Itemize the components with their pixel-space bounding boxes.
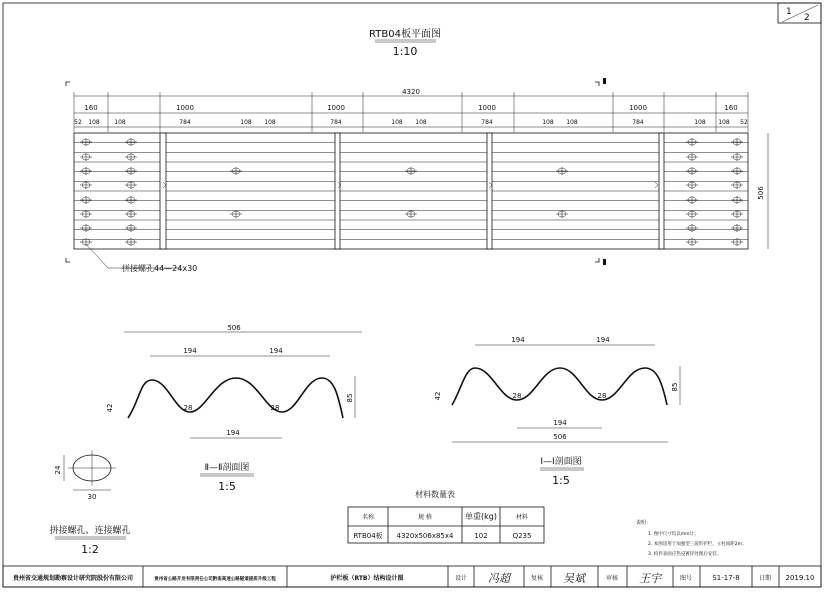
table-title: 材料数量表 [415,490,455,499]
title-block [3,566,821,587]
th-weight: 单重(kg) [465,512,497,521]
sec2-r28a: 28 [183,404,193,412]
dim-sub-15: 52 [740,119,748,126]
dim-top-5: 160 [724,104,738,112]
check-label: 复核 [530,575,544,582]
sec1-title: Ⅰ—Ⅰ剖面图 [540,457,582,467]
sec2-pitch2: 194 [269,347,283,355]
dim-sub-13: 108 [694,119,706,126]
dim-height: 506 [757,186,765,200]
dim-top-0: 160 [84,104,98,112]
figno-label: 图号 [679,575,693,582]
page-number: 1 [786,7,792,17]
sec1-scale: 1:5 [552,474,570,487]
sec1-pitch1: 194 [511,336,525,344]
dim-top-1: 1000 [176,104,194,112]
plan-top-dimensions [74,92,748,132]
plan-sub-dimensions [74,119,748,127]
date-label: 日期 [758,575,772,582]
review-signature: 王宇 [639,572,661,585]
sec1-width: 506 [553,433,567,441]
project-name: 贵州省公路开发有限责任公司黔南高速公路隧道提质升级工程 [154,577,276,582]
td-weight: 102 [474,532,488,540]
note-2: 2. 本图适用于加强型三波形护栏，立柱间距2m； [648,542,747,547]
hole-note: 拼接螺孔44—24x30 [122,264,198,273]
company-name: 贵州省交通规划勘察设计研究院股份有限公司 [12,575,134,582]
td-material: Q235 [512,532,532,540]
dim-overall: 4320 [402,88,420,96]
sec1-pitch2: 194 [596,336,610,344]
dim-sub-4: 108 [240,119,252,126]
plan-view [66,27,768,273]
dim-sub-7: 108 [391,119,403,126]
page-number-box [778,3,821,23]
dim-sub-11: 108 [566,119,578,126]
dim-sub-1: 108 [88,119,100,126]
design-label: 设计 [454,575,468,582]
sec2-h42: 42 [106,403,114,413]
sec2-pitch1: 194 [183,347,197,355]
dim-top-3: 1000 [478,104,496,112]
dim-sub-2: 108 [114,119,126,126]
plan-scale: 1:10 [392,45,418,58]
hole-detail-scale: 1:2 [81,543,99,556]
hole-detail [49,450,130,556]
dim-sub-8: 108 [415,119,427,126]
th-material: 材料 [515,514,529,521]
page-total: 2 [804,13,810,23]
dim-sub-9: 784 [481,119,493,126]
review-label: 审核 [605,575,619,582]
dim-sub-12: 784 [632,119,644,126]
plan-title: RTB04板平面图 [369,29,441,40]
date-value: 2019.10 [785,574,815,582]
sec2-width: 506 [227,324,241,332]
th-spec: 规 格 [418,514,432,521]
sec1-r28b: 28 [597,392,607,400]
drawing-title: 护栏板（RTB）结构设计图 [330,575,404,582]
hole-h: 24 [54,465,62,475]
dim-sub-14: 108 [718,119,730,126]
notes-title: 说明： [636,520,652,526]
notes [636,519,746,557]
dim-sub-10: 108 [542,119,554,126]
th-name: 名称 [361,514,375,521]
dim-sub-3: 784 [179,119,191,126]
sec1-profile [452,368,667,405]
dim-sub-0: 52 [74,119,82,126]
section-ii-view [106,324,362,493]
note-3: 3. 构件表面应热浸镀锌处理后安装。 [648,552,722,557]
design-signature: 冯超 [488,572,510,585]
hole-w: 30 [87,493,97,501]
sec2-pitch-bottom: 194 [226,429,240,437]
note-1: 1. 图中尺寸均以mm计； [648,532,699,537]
material-table [348,489,544,543]
sec2-title: Ⅱ—Ⅱ剖面图 [204,463,250,473]
dim-top-2: 1000 [327,104,345,112]
sec1-r28a: 28 [512,392,522,400]
dim-top-4: 1000 [629,104,647,112]
sec1-height: 85 [671,382,679,392]
hole-detail-title: 拼接螺孔、连接螺孔 [49,526,131,536]
section-i-view [434,336,680,487]
sec2-height: 85 [346,393,354,403]
sec2-r28b: 28 [270,404,280,412]
sec1-h42: 42 [434,391,442,401]
plate-corrugation-lines [74,143,748,240]
sec2-scale: 1:5 [218,480,236,493]
dim-sub-6: 784 [330,119,342,126]
figno-value: S1-17-8 [712,574,740,582]
sec2-profile [128,378,343,418]
sec1-pitch-bottom: 194 [553,419,567,427]
check-signature: 吴斌 [563,572,585,585]
td-name: RTB04板 [353,532,383,540]
dim-sub-5: 108 [264,119,276,126]
td-spec: 4320x506x85x4 [396,532,454,540]
